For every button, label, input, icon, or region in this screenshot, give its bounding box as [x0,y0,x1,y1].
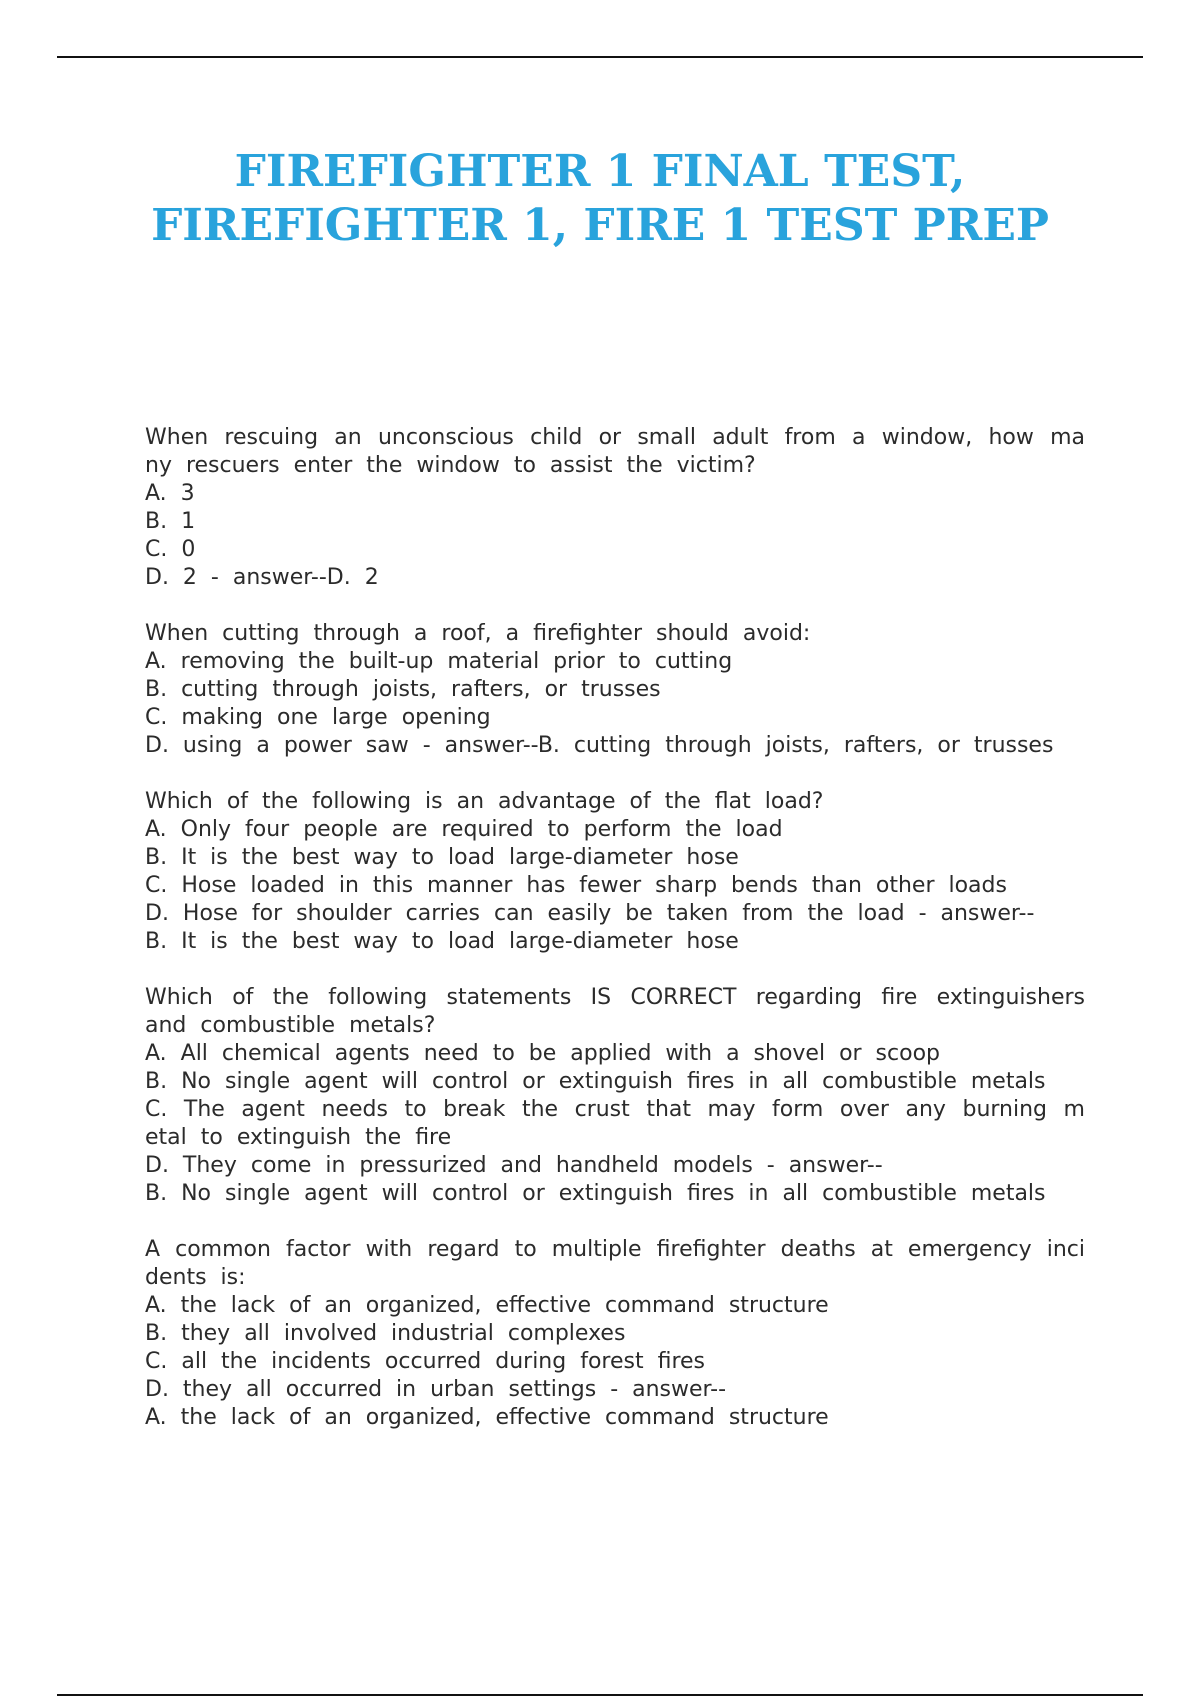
document-title [0,145,1200,253]
answer-option: etal to extinguish the fire [145,1125,452,1150]
question-block [145,620,1085,760]
question-text: Which of the following statements IS CORRECT regarding fire extinguishers [145,985,1085,1010]
answer-option: B. No single agent will control or extinguish fires in all combustible metals [145,1181,1046,1206]
question-text: When rescuing an unconscious child or small adult from a window, how ma [145,425,1085,450]
answer-option: D. Hose for shoulder carries can easily be taken from the load - answer-- [145,901,1035,926]
title-line-2: FIREFIGHTER 1, FIRE 1 TEST PREP [151,200,1049,251]
answer-option: D. using a power saw - answer--B. cutting through joists, rafters, or trusses [145,733,1054,758]
top-rule [57,56,1143,58]
bottom-rule [57,1694,1143,1696]
answer-option: A. removing the built-up material prior to cutting [145,649,733,674]
question-block [145,984,1085,1208]
answer-option: B. they all involved industrial complexes [145,1321,626,1346]
answer-option: A. the lack of an organized, effective command structure [145,1293,829,1318]
title-line-1: FIREFIGHTER 1 FINAL TEST, [234,146,966,197]
question-text: dents is: [145,1265,246,1290]
answer-option: A. 3 [145,481,195,506]
answer-option: B. It is the best way to load large-diameter hose [145,929,739,954]
answer-option: C. Hose loaded in this manner has fewer sharp bends than other loads [145,873,1007,898]
answer-option: B. 1 [145,509,196,534]
answer-option: C. making one large opening [145,705,491,730]
answer-option: C. The agent needs to break the crust that may form over any burning m [145,1097,1085,1122]
answer-option: A. the lack of an organized, effective command structure [145,1405,829,1430]
answer-option: D. 2 - answer--D. 2 [145,565,379,590]
question-text: ny rescuers enter the window to assist the victim? [145,453,756,478]
question-block [145,424,1085,592]
answer-option: D. they all occurred in urban settings - answer-- [145,1377,727,1402]
answer-option: B. No single agent will control or extinguish fires in all combustible metals [145,1069,1046,1094]
answer-option: D. They come in pressurized and handheld models - answer-- [145,1153,883,1178]
answer-option: A. All chemical agents need to be applied with a shovel or scoop [145,1041,941,1066]
answer-option: B. cutting through joists, rafters, or trusses [145,677,661,702]
answer-option: A. Only four people are required to perform the load [145,817,783,842]
question-list [145,424,1085,1460]
answer-option: C. 0 [145,537,196,562]
question-text: Which of the following is an advantage of the flat load? [145,789,824,814]
question-block [145,788,1085,956]
question-text: and combustible metals? [145,1013,436,1038]
question-block [145,1236,1085,1432]
question-text: When cutting through a roof, a firefighter should avoid: [145,621,811,646]
question-text: A common factor with regard to multiple firefighter deaths at emergency inci [145,1237,1085,1262]
answer-option: C. all the incidents occurred during forest fires [145,1349,706,1374]
answer-option: B. It is the best way to load large-diameter hose [145,845,739,870]
